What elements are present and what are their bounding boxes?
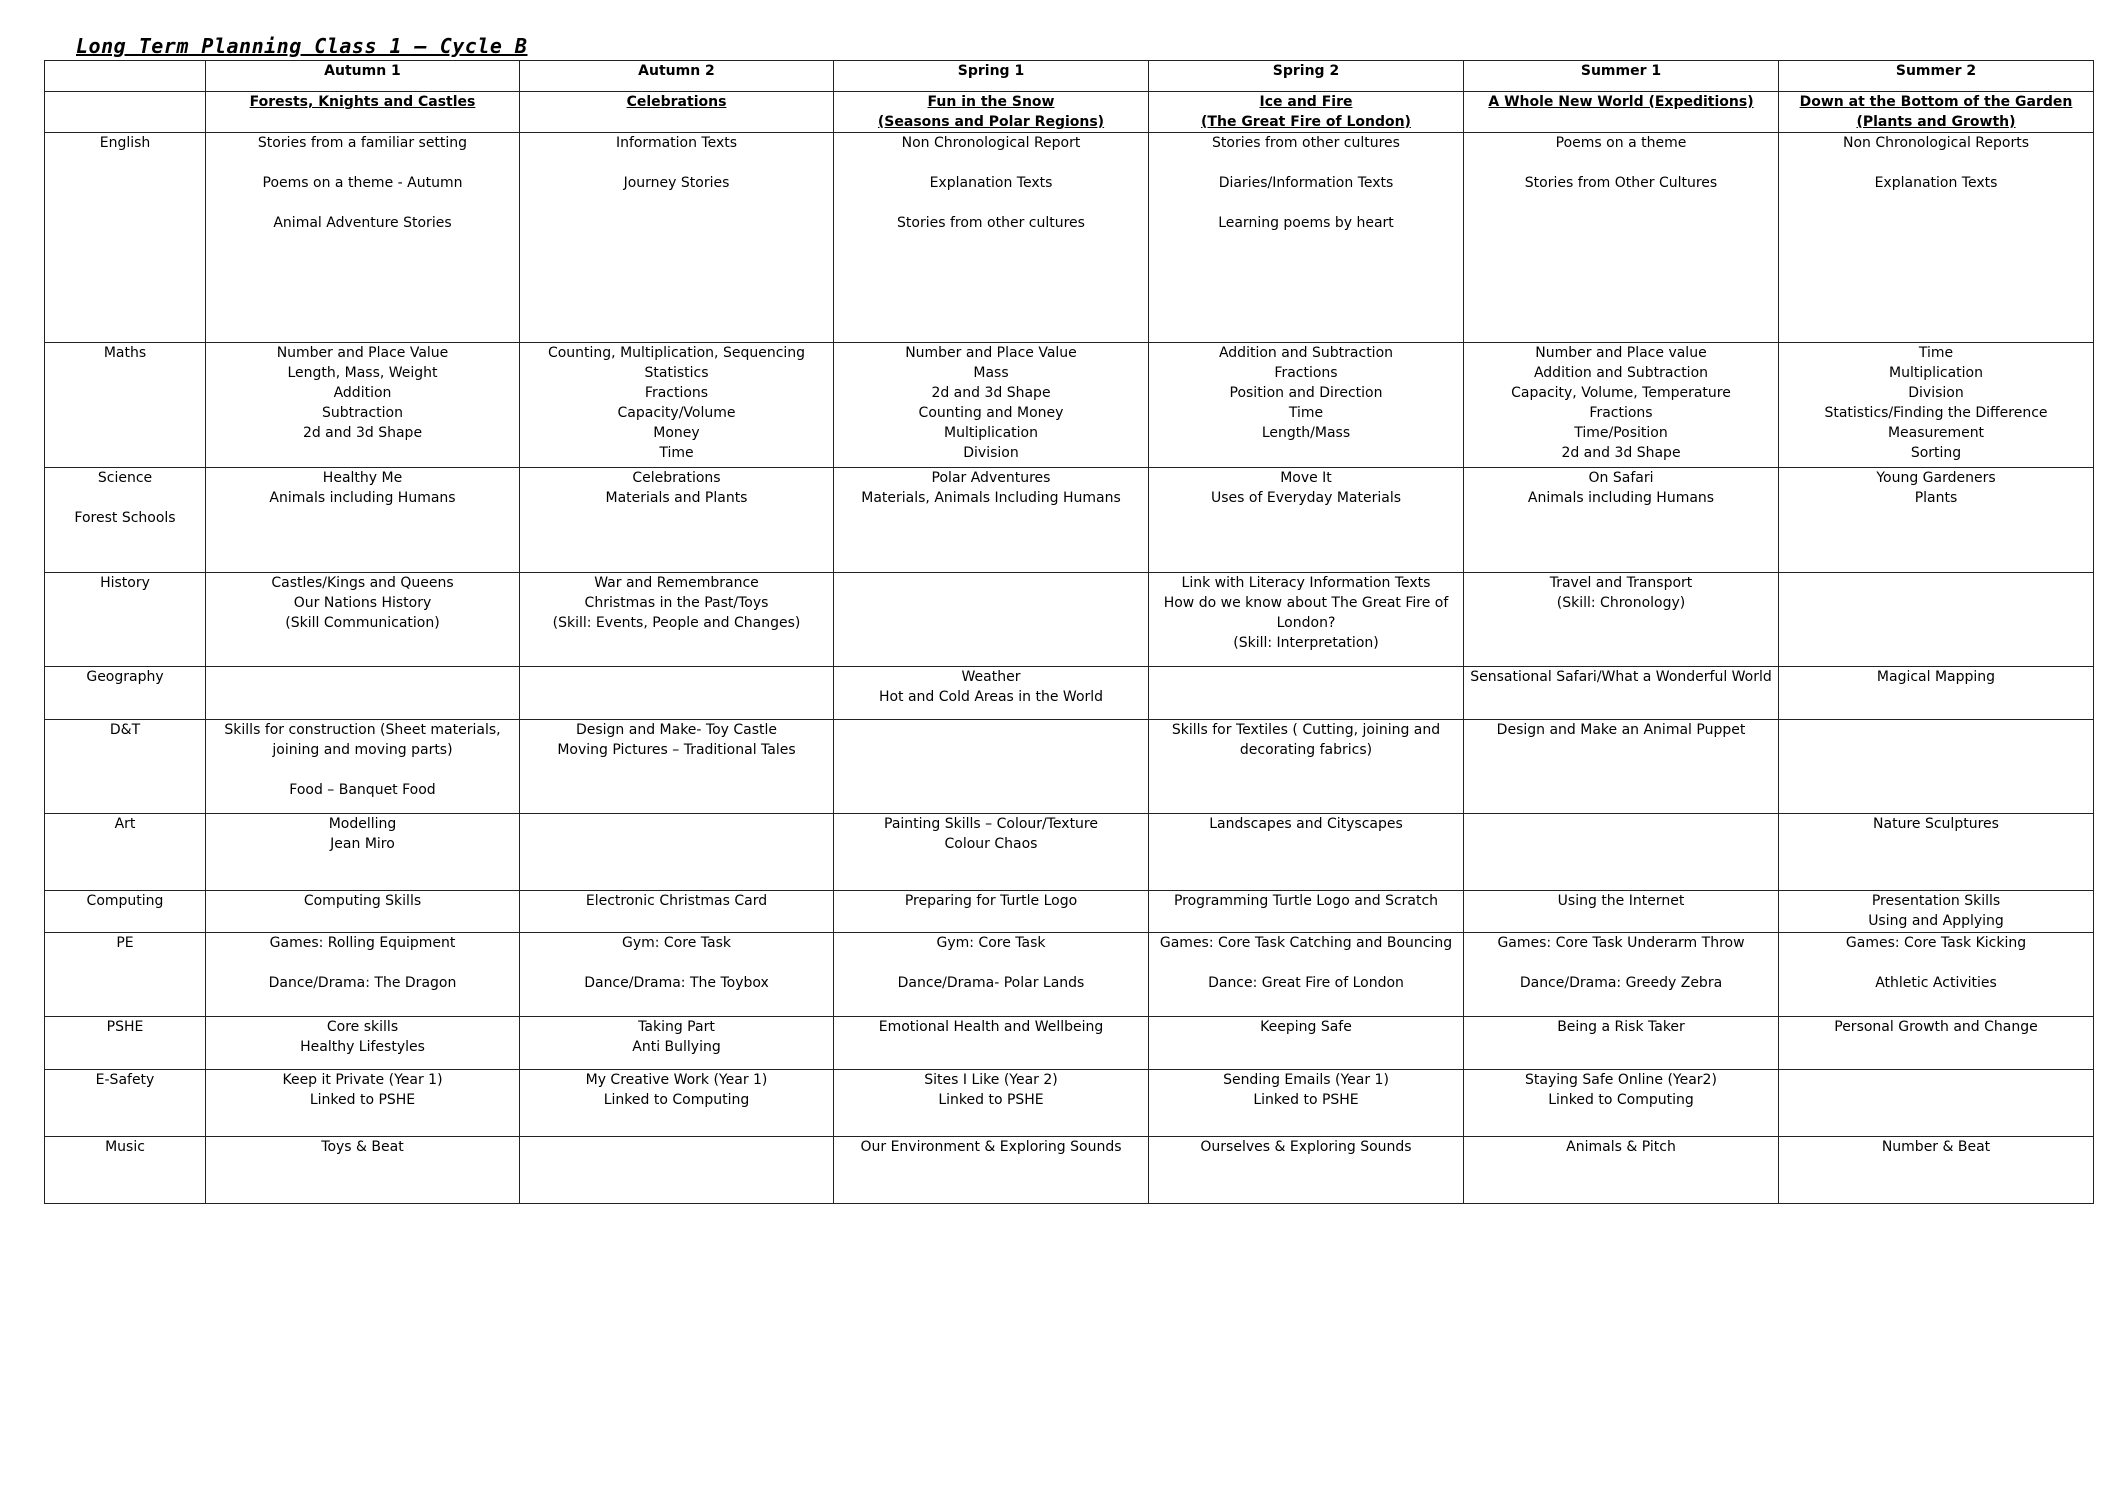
cell-line: Fractions <box>1274 365 1338 381</box>
subject-row-pe <box>45 933 2094 1017</box>
cell-line: Forest Schools <box>74 510 176 526</box>
cell-line: Celebrations <box>626 94 727 110</box>
e-safety-cell-spring-2 <box>1149 1070 1464 1137</box>
maths-cell-autumn-1 <box>206 343 520 468</box>
subject-label-geography <box>45 667 206 720</box>
cell-line: PE <box>116 935 134 951</box>
cell-line: Money <box>653 425 700 441</box>
cell-line: Dance/Drama: Greedy Zebra <box>1519 975 1723 991</box>
history-cell-summer-1 <box>1464 573 1779 667</box>
term-header-3 <box>834 61 1149 92</box>
pshe-cell-summer-2 <box>1779 1017 2094 1070</box>
history-cell-autumn-2 <box>520 573 834 667</box>
topic-cell-1 <box>206 92 520 133</box>
art-cell-summer-1 <box>1464 814 1779 891</box>
cell-line <box>1785 153 2087 173</box>
term-header-row <box>45 61 2094 92</box>
cell-line: Music <box>105 1139 145 1155</box>
cell-line: (Seasons and Polar Regions) <box>877 114 1105 130</box>
cell-line: History <box>100 575 150 591</box>
cell-line: Measurement <box>1887 425 1985 441</box>
cell-line: Games: Core Task Kicking <box>1845 935 2027 951</box>
cell-line: Science <box>97 470 153 486</box>
cell-line: Athletic Activities <box>1875 975 1997 991</box>
cell-line: Non Chronological Report <box>901 135 1081 151</box>
cell-line: Electronic Christmas Card <box>585 893 768 909</box>
pshe-cell-summer-1 <box>1464 1017 1779 1070</box>
history-cell-spring-2 <box>1149 573 1464 667</box>
maths-cell-spring-2 <box>1149 343 1464 468</box>
history-cell-summer-2 <box>1779 573 2094 667</box>
cell-line: Addition and Subtraction <box>1533 365 1709 381</box>
cell-line: Capacity/Volume <box>617 405 736 421</box>
cell-line: Animals & Pitch <box>1566 1139 1676 1155</box>
cell-line: Young Gardeners <box>1876 470 1996 486</box>
cell-line: Taking Part <box>638 1019 715 1035</box>
computing-cell-spring-1 <box>834 891 1149 933</box>
music-cell-summer-2 <box>1779 1137 2094 1204</box>
computing-cell-autumn-2 <box>520 891 834 933</box>
cell-line: Move It <box>1280 470 1332 486</box>
geography-cell-summer-2 <box>1779 667 2094 720</box>
cell-line: Sorting <box>1910 445 1962 461</box>
cell-line: Fun in the Snow <box>927 94 1055 110</box>
cell-line: (Skill: Chronology) <box>1556 595 1686 611</box>
term-header-5 <box>1464 61 1779 92</box>
english-cell-autumn-2 <box>520 133 834 343</box>
cell-line: Learning poems by heart <box>1218 215 1394 231</box>
subject-row-music <box>45 1137 2094 1204</box>
art-cell-summer-2 <box>1779 814 2094 891</box>
cell-line: Christmas in the Past/Toys <box>584 595 769 611</box>
cell-line: Toys & Beat <box>321 1139 404 1155</box>
cell-line: Ice and Fire <box>1259 94 1353 110</box>
art-cell-spring-2 <box>1149 814 1464 891</box>
cell-line: Poems on a theme <box>1555 135 1687 151</box>
cell-line: Stories from a familiar setting <box>257 135 468 151</box>
cell-line: Linked to Computing <box>1548 1092 1694 1108</box>
science-cell-summer-1 <box>1464 468 1779 573</box>
cell-line: Using the Internet <box>1557 893 1685 909</box>
cell-line: Counting and Money <box>918 405 1064 421</box>
subject-row-art <box>45 814 2094 891</box>
pshe-cell-autumn-2 <box>520 1017 834 1070</box>
music-cell-autumn-2 <box>520 1137 834 1204</box>
science-cell-spring-2 <box>1149 468 1464 573</box>
cell-line: Statistics <box>644 365 709 381</box>
e-safety-cell-autumn-2 <box>520 1070 834 1137</box>
subject-label-english <box>45 133 206 343</box>
cell-line: Fractions <box>1589 405 1653 421</box>
cell-line: Keep it Private (Year 1) <box>282 1072 443 1088</box>
pshe-cell-autumn-1 <box>206 1017 520 1070</box>
subject-row-computing <box>45 891 2094 933</box>
term-label: Spring 1 <box>957 63 1025 79</box>
cell-line: Non Chronological Reports <box>1842 135 2029 151</box>
cell-line: Geography <box>86 669 164 685</box>
cell-line: Linked to PSHE <box>309 1092 416 1108</box>
maths-cell-summer-2 <box>1779 343 2094 468</box>
cell-line: Stories from other cultures <box>1212 135 1400 151</box>
computing-cell-summer-1 <box>1464 891 1779 933</box>
topic-cell-2 <box>520 92 834 133</box>
cell-line: Length/Mass <box>1261 425 1351 441</box>
pshe-cell-spring-1 <box>834 1017 1149 1070</box>
cell-line: Art <box>114 816 136 832</box>
cell-line <box>1155 193 1457 213</box>
pe-cell-summer-1 <box>1464 933 1779 1017</box>
cell-line: Statistics/Finding the Difference <box>1824 405 2048 421</box>
cell-line: Magical Mapping <box>1876 669 1996 685</box>
cell-line: Explanation Texts <box>929 175 1053 191</box>
cell-line <box>526 153 827 173</box>
cell-line: Dance/Drama: The Dragon <box>268 975 457 991</box>
d-t-cell-spring-2 <box>1149 720 1464 814</box>
cell-line: Personal Growth and Change <box>1834 1019 2038 1035</box>
d-t-cell-summer-1 <box>1464 720 1779 814</box>
cell-line: Information Texts <box>615 135 738 151</box>
pshe-cell-spring-2 <box>1149 1017 1464 1070</box>
subject-label-art <box>45 814 206 891</box>
subject-row-science <box>45 468 2094 573</box>
cell-line <box>1785 953 2087 973</box>
pe-cell-spring-2 <box>1149 933 1464 1017</box>
term-header-6 <box>1779 61 2094 92</box>
cell-line: Using and Applying <box>1868 913 2004 929</box>
cell-line: Design and Make- Toy Castle <box>575 722 778 738</box>
cell-line: Painting Skills – Colour/Texture <box>884 816 1098 832</box>
cell-line: Our Nations History <box>293 595 432 611</box>
cell-line: Division <box>1908 385 1964 401</box>
term-header-4 <box>1149 61 1464 92</box>
subject-row-d-t <box>45 720 2094 814</box>
cell-line: Counting, Multiplication, Sequencing <box>547 345 806 361</box>
term-label: Spring 2 <box>1272 63 1340 79</box>
cell-line: Nature Sculptures <box>1873 816 1999 832</box>
cell-line: Time <box>1288 405 1324 421</box>
cell-line: Linked to PSHE <box>1253 1092 1359 1108</box>
d-t-cell-spring-1 <box>834 720 1149 814</box>
cell-line: (Skill: Events, People and Changes) <box>552 615 801 631</box>
cell-line: Food – Banquet Food <box>289 782 436 798</box>
cell-line: Computing <box>86 893 164 909</box>
cell-line: Animal Adventure Stories <box>273 215 452 231</box>
subject-row-pshe <box>45 1017 2094 1070</box>
cell-line: Sites I Like (Year 2) <box>924 1072 1058 1088</box>
science-cell-autumn-1 <box>206 468 520 573</box>
cell-line <box>840 153 1142 173</box>
cell-line: Gym: Core Task <box>936 935 1046 951</box>
english-cell-summer-1 <box>1464 133 1779 343</box>
art-cell-spring-1 <box>834 814 1149 891</box>
cell-line: (Skill: Interpretation) <box>1233 635 1379 651</box>
e-safety-cell-summer-2 <box>1779 1070 2094 1137</box>
cell-line: Modelling <box>328 816 397 832</box>
cell-line: Games: Core Task Catching and Bouncing <box>1159 935 1453 951</box>
cell-line: My Creative Work (Year 1) <box>585 1072 768 1088</box>
cell-line: Addition <box>333 385 392 401</box>
subject-row-maths <box>45 343 2094 468</box>
cell-line: Explanation Texts <box>1874 175 1998 191</box>
cell-line: Moving Pictures – Traditional Tales <box>557 742 796 758</box>
geography-cell-autumn-1 <box>206 667 520 720</box>
geography-cell-spring-2 <box>1149 667 1464 720</box>
cell-line <box>212 153 513 173</box>
cell-line: Anti Bullying <box>632 1039 721 1055</box>
cell-line: Position and Direction <box>1229 385 1383 401</box>
cell-line <box>212 760 513 780</box>
cell-line: Animals including Humans <box>1527 490 1715 506</box>
cell-line: English <box>99 135 151 151</box>
cell-line: Gym: Core Task <box>621 935 731 951</box>
cell-line: Programming Turtle Logo and Scratch <box>1173 893 1439 909</box>
cell-line: Sending Emails (Year 1) <box>1223 1072 1389 1088</box>
cell-line: Linked to PSHE <box>938 1092 1044 1108</box>
cell-line <box>840 953 1142 973</box>
cell-line: Travel and Transport <box>1549 575 1693 591</box>
maths-cell-autumn-2 <box>520 343 834 468</box>
subject-label-science <box>45 468 206 573</box>
cell-line: PSHE <box>106 1019 144 1035</box>
cell-line: Computing Skills <box>303 893 422 909</box>
cell-line: On Safari <box>1588 470 1654 486</box>
d-t-cell-summer-2 <box>1779 720 2094 814</box>
cell-line: Addition and Subtraction <box>1218 345 1394 361</box>
cell-line: A Whole New World (Expeditions) <box>1488 94 1754 110</box>
cell-line: Multiplication <box>1889 365 1983 381</box>
pe-cell-spring-1 <box>834 933 1149 1017</box>
subject-label-pshe <box>45 1017 206 1070</box>
maths-cell-spring-1 <box>834 343 1149 468</box>
subject-label-computing <box>45 891 206 933</box>
cell-line: D&T <box>109 722 141 738</box>
cell-line: Time/Position <box>1574 425 1668 441</box>
term-label: Autumn 1 <box>324 63 401 79</box>
cell-line: (Plants and Growth) <box>1856 114 2016 130</box>
term-label: Autumn 2 <box>638 63 715 79</box>
music-cell-spring-1 <box>834 1137 1149 1204</box>
cell-line: How do we know about The Great Fire of London? <box>1163 595 1449 631</box>
e-safety-cell-summer-1 <box>1464 1070 1779 1137</box>
cell-line: Length, Mass, Weight <box>287 365 438 381</box>
science-cell-spring-1 <box>834 468 1149 573</box>
cell-line: Being a Risk Taker <box>1557 1019 1685 1035</box>
term-label: Summer 2 <box>1895 63 1977 79</box>
topic-cell-3 <box>834 92 1149 133</box>
cell-line <box>212 193 513 213</box>
subject-label-pe <box>45 933 206 1017</box>
cell-line: Time <box>659 445 694 461</box>
history-cell-spring-1 <box>834 573 1149 667</box>
cell-line: Our Environment & Exploring Sounds <box>860 1139 1122 1155</box>
cell-line: Mass <box>973 365 1009 381</box>
planning-table <box>44 60 2094 1204</box>
cell-line: Games: Rolling Equipment <box>269 935 456 951</box>
topic-cell-5 <box>1464 92 1779 133</box>
cell-line: Plants <box>1914 490 1958 506</box>
pe-cell-autumn-2 <box>520 933 834 1017</box>
cell-line: 2d and 3d Shape <box>302 425 423 441</box>
cell-line: Colour Chaos <box>944 836 1038 852</box>
music-cell-autumn-1 <box>206 1137 520 1204</box>
cell-line: Number and Place value <box>1535 345 1707 361</box>
music-cell-spring-2 <box>1149 1137 1464 1204</box>
subject-label-history <box>45 573 206 667</box>
cell-line: Emotional Health and Wellbeing <box>878 1019 1104 1035</box>
cell-line: Fractions <box>644 385 709 401</box>
cell-line: Journey Stories <box>623 175 730 191</box>
cell-line <box>1470 953 1772 973</box>
cell-line: Sensational Safari/What a Wonderful World <box>1470 669 1772 685</box>
cell-line: 2d and 3d Shape <box>1561 445 1681 461</box>
music-cell-summer-1 <box>1464 1137 1779 1204</box>
cell-line: Healthy Me <box>322 470 403 486</box>
term-header-1 <box>206 61 520 92</box>
english-cell-summer-2 <box>1779 133 2094 343</box>
english-cell-spring-1 <box>834 133 1149 343</box>
english-cell-spring-2 <box>1149 133 1464 343</box>
cell-line: (Skill Communication) <box>285 615 440 631</box>
cell-line: Stories from other cultures <box>897 215 1085 231</box>
cell-line: Castles/Kings and Queens <box>271 575 454 591</box>
cell-line: Jean Miro <box>330 836 395 852</box>
cell-line: Time <box>1918 345 1954 361</box>
cell-line: Materials, Animals Including Humans <box>861 490 1121 506</box>
art-cell-autumn-2 <box>520 814 834 891</box>
cell-line: (The Great Fire of London) <box>1201 114 1411 130</box>
cell-line: E-Safety <box>95 1072 155 1088</box>
cell-line: Preparing for Turtle Logo <box>904 893 1078 909</box>
english-cell-autumn-1 <box>206 133 520 343</box>
cell-line: Skills for construction (Sheet materials, joining and moving parts) <box>224 722 501 758</box>
cell-line: Core skills <box>326 1019 399 1035</box>
geography-cell-autumn-2 <box>520 667 834 720</box>
term-header-2 <box>520 61 834 92</box>
science-cell-autumn-2 <box>520 468 834 573</box>
header-corner-cell <box>45 61 206 92</box>
subject-label-d-t <box>45 720 206 814</box>
cell-line: Number and Place Value <box>905 345 1077 361</box>
cell-line: Healthy Lifestyles <box>300 1039 425 1055</box>
cell-line: 2d and 3d Shape <box>931 385 1051 401</box>
subject-row-e-safety <box>45 1070 2094 1137</box>
term-label: Summer 1 <box>1580 63 1662 79</box>
cell-line: War and Remembrance <box>594 575 759 591</box>
maths-cell-summer-1 <box>1464 343 1779 468</box>
cell-line <box>1470 153 1772 173</box>
subject-label-e-safety <box>45 1070 206 1137</box>
cell-line <box>840 193 1142 213</box>
cell-line: Forests, Knights and Castles <box>249 94 476 110</box>
cell-line: Presentation Skills <box>1871 893 2001 909</box>
cell-line: Capacity, Volume, Temperature <box>1511 385 1731 401</box>
pe-cell-autumn-1 <box>206 933 520 1017</box>
cell-line: Animals including Humans <box>269 490 456 506</box>
cell-line: Materials and Plants <box>605 490 748 506</box>
science-cell-summer-2 <box>1779 468 2094 573</box>
computing-cell-spring-2 <box>1149 891 1464 933</box>
pe-cell-summer-2 <box>1779 933 2094 1017</box>
cell-line <box>212 953 513 973</box>
cell-line <box>51 488 199 508</box>
cell-line: Polar Adventures <box>931 470 1051 486</box>
cell-line: Dance/Drama: The Toybox <box>584 975 769 991</box>
subject-row-geography <box>45 667 2094 720</box>
cell-line: Number & Beat <box>1881 1139 1991 1155</box>
geography-cell-spring-1 <box>834 667 1149 720</box>
cell-line: Multiplication <box>944 425 1038 441</box>
cell-line: Staying Safe Online (Year2) <box>1525 1072 1717 1088</box>
geography-cell-summer-1 <box>1464 667 1779 720</box>
cell-line: Celebrations <box>632 470 721 486</box>
subject-label-music <box>45 1137 206 1204</box>
page-title: Long Term Planning Class 1 – Cycle B <box>76 34 528 58</box>
cell-line <box>526 953 827 973</box>
cell-line: Uses of Everyday Materials <box>1211 490 1401 506</box>
e-safety-cell-spring-1 <box>834 1070 1149 1137</box>
cell-line <box>1155 153 1457 173</box>
cell-line: Landscapes and Cityscapes <box>1209 816 1403 832</box>
computing-cell-summer-2 <box>1779 891 2094 933</box>
cell-line: Diaries/Information Texts <box>1218 175 1394 191</box>
cell-line: Linked to Computing <box>603 1092 750 1108</box>
cell-line: Subtraction <box>322 405 403 421</box>
cell-line: Poems on a theme - Autumn <box>262 175 463 191</box>
e-safety-cell-autumn-1 <box>206 1070 520 1137</box>
cell-line: Hot and Cold Areas in the World <box>878 689 1104 705</box>
cell-line: Stories from Other Cultures <box>1524 175 1718 191</box>
art-cell-autumn-1 <box>206 814 520 891</box>
topic-cell-6 <box>1779 92 2094 133</box>
cell-line: Maths <box>103 345 147 361</box>
topic-corner-cell <box>45 92 206 133</box>
computing-cell-autumn-1 <box>206 891 520 933</box>
cell-line: Weather <box>961 669 1021 685</box>
d-t-cell-autumn-2 <box>520 720 834 814</box>
cell-line: Dance: Great Fire of London <box>1208 975 1404 991</box>
subject-row-history <box>45 573 2094 667</box>
cell-line: Keeping Safe <box>1260 1019 1352 1035</box>
history-cell-autumn-1 <box>206 573 520 667</box>
cell-line: Dance/Drama- Polar Lands <box>897 975 1085 991</box>
cell-line: Division <box>963 445 1019 461</box>
topic-cell-4 <box>1149 92 1464 133</box>
cell-line: Skills for Textiles ( Cutting, joining and decorating fabrics) <box>1171 722 1441 758</box>
cell-line: Link with Literacy Information Texts <box>1181 575 1431 591</box>
topic-row <box>45 92 2094 133</box>
cell-line: Down at the Bottom of the Garden <box>1799 94 2073 110</box>
cell-line <box>1155 953 1457 973</box>
d-t-cell-autumn-1 <box>206 720 520 814</box>
cell-line: Games: Core Task Underarm Throw <box>1497 935 1745 951</box>
subject-label-maths <box>45 343 206 468</box>
cell-line: Number and Place Value <box>276 345 449 361</box>
cell-line: Ourselves & Exploring Sounds <box>1200 1139 1412 1155</box>
subject-row-english <box>45 133 2094 343</box>
cell-line: Design and Make an Animal Puppet <box>1496 722 1746 738</box>
